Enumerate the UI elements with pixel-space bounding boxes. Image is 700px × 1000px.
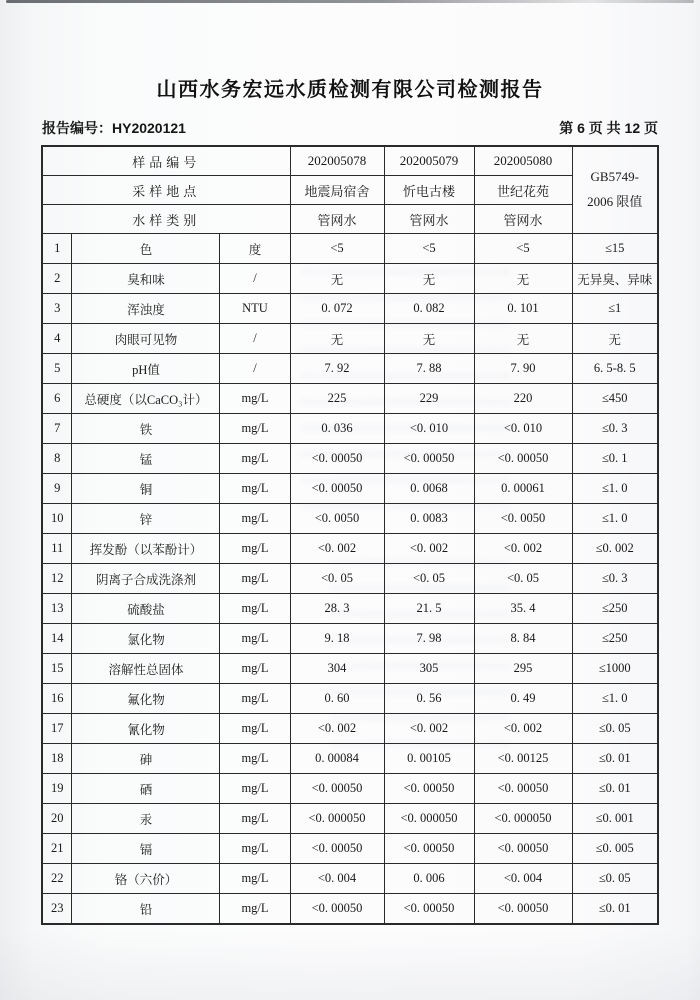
parameter-unit: mg/L (220, 834, 290, 864)
sample3-value: 220 (474, 384, 572, 414)
sample-id-label: 样品编号 (42, 146, 290, 176)
sample3-value: <0. 05 (474, 564, 572, 594)
header-row-water-type (42, 205, 658, 234)
limit-value: ≤0. 01 (572, 774, 658, 804)
sample2-value: <0. 00050 (384, 774, 474, 804)
header-row-sample-id (42, 146, 658, 176)
parameter-name: 锰 (72, 444, 220, 474)
table-row (42, 774, 658, 804)
report-number-label: 报告编号： (42, 120, 112, 136)
sample2-value: 7. 88 (384, 354, 474, 384)
row-number: 14 (42, 624, 72, 654)
parameter-name: 镉 (72, 834, 220, 864)
sample3-value: <0. 0050 (474, 504, 572, 534)
sample-id-2: 202005079 (384, 146, 474, 176)
sample1-value: 无 (290, 324, 384, 354)
row-number: 19 (42, 774, 72, 804)
sample3-value: <5 (474, 234, 572, 264)
sample1-value: <0. 000050 (290, 804, 384, 834)
parameter-name: 砷 (72, 744, 220, 774)
parameter-unit: NTU (220, 294, 290, 324)
sample3-value: <0. 00050 (474, 834, 572, 864)
sample3-value: 0. 00061 (474, 474, 572, 504)
row-number: 23 (42, 894, 72, 925)
parameter-name: 浑浊度 (72, 294, 220, 324)
row-number: 1 (42, 234, 72, 264)
sample3-value: <0. 010 (474, 414, 572, 444)
sample3-value: <0. 002 (474, 534, 572, 564)
sample1-value: <0. 05 (290, 564, 384, 594)
table-row (42, 324, 658, 354)
parameter-unit: mg/L (220, 624, 290, 654)
sample2-value: <0. 00050 (384, 894, 474, 925)
table-row (42, 504, 658, 534)
table-row (42, 534, 658, 564)
sample2-value: <0. 002 (384, 534, 474, 564)
limit-value: ≤1000 (572, 654, 658, 684)
parameter-unit: mg/L (220, 504, 290, 534)
parameter-unit: mg/L (220, 564, 290, 594)
sample3-value: 7. 90 (474, 354, 572, 384)
parameter-unit: mg/L (220, 384, 290, 414)
sample2-value: <0. 002 (384, 714, 474, 744)
parameter-unit: mg/L (220, 864, 290, 894)
row-number: 17 (42, 714, 72, 744)
sample1-value: <0. 004 (290, 864, 384, 894)
parameter-unit: mg/L (220, 684, 290, 714)
parameter-name: 氯化物 (72, 624, 220, 654)
limit-value: 无异臭、异味 (572, 264, 658, 294)
parameter-name: 臭和味 (72, 264, 220, 294)
limit-value: ≤1. 0 (572, 474, 658, 504)
sample2-value: 7. 98 (384, 624, 474, 654)
sample1-value: <0. 00050 (290, 894, 384, 925)
water-quality-table (41, 145, 659, 925)
report-title: 山西水务宏远水质检测有限公司检测报告 (156, 79, 544, 101)
parameter-name: 汞 (72, 804, 220, 834)
sample2-value: 无 (384, 264, 474, 294)
table-row (42, 264, 658, 294)
parameter-name: pH值 (72, 354, 220, 384)
table-row (42, 744, 658, 774)
table-row (42, 474, 658, 504)
table-row (42, 594, 658, 624)
limit-value: ≤250 (572, 594, 658, 624)
table-row (42, 624, 658, 654)
row-number: 18 (42, 744, 72, 774)
row-number: 7 (42, 414, 72, 444)
limit-value: ≤0. 001 (572, 804, 658, 834)
parameter-name: 溶解性总固体 (72, 654, 220, 684)
sample-id-1: 202005078 (290, 146, 384, 176)
parameter-name: 总硬度（以CaCO₃计） (72, 384, 220, 414)
parameter-unit: mg/L (220, 444, 290, 474)
limit-value: ≤0. 05 (572, 864, 658, 894)
report-meta-row (42, 118, 658, 138)
table-row (42, 654, 658, 684)
sample2-value: 305 (384, 654, 474, 684)
sample1-value: <0. 00050 (290, 444, 384, 474)
table-row (42, 684, 658, 714)
table-row (42, 354, 658, 384)
limit-value: ≤1. 0 (572, 504, 658, 534)
sample1-value: <0. 00050 (290, 774, 384, 804)
limit-value: ≤0. 005 (572, 834, 658, 864)
parameter-name: 铬（六价） (72, 864, 220, 894)
table-row (42, 564, 658, 594)
sample3-value: 295 (474, 654, 572, 684)
sample1-value: 7. 92 (290, 354, 384, 384)
parameter-unit: mg/L (220, 654, 290, 684)
row-number: 10 (42, 504, 72, 534)
parameter-name: 氟化物 (72, 684, 220, 714)
parameter-unit: mg/L (220, 594, 290, 624)
row-number: 4 (42, 324, 72, 354)
parameter-unit: / (220, 354, 290, 384)
water-type-3: 管网水 (474, 205, 572, 234)
row-number: 15 (42, 654, 72, 684)
water-type-2: 管网水 (384, 205, 474, 234)
parameter-name: 挥发酚（以苯酚计） (72, 534, 220, 564)
sample2-value: 21. 5 (384, 594, 474, 624)
limit-value: ≤0. 1 (572, 444, 658, 474)
location-2: 忻电古楼 (384, 176, 474, 205)
table-row (42, 294, 658, 324)
row-number: 6 (42, 384, 72, 414)
table-row (42, 834, 658, 864)
row-number: 2 (42, 264, 72, 294)
sample1-value: 28. 3 (290, 594, 384, 624)
sample3-value: 0. 101 (474, 294, 572, 324)
limit-value: ≤1 (572, 294, 658, 324)
sample3-value: 35. 4 (474, 594, 572, 624)
table-row (42, 234, 658, 264)
parameter-unit: mg/L (220, 474, 290, 504)
sample2-value: 0. 00105 (384, 744, 474, 774)
limit-value: ≤1. 0 (572, 684, 658, 714)
sample2-value: <0. 05 (384, 564, 474, 594)
limit-header-line1: GB5749- (590, 169, 639, 185)
parameter-name: 氰化物 (72, 714, 220, 744)
sample2-value: <0. 00050 (384, 444, 474, 474)
sample2-value: 0. 0068 (384, 474, 474, 504)
parameter-unit: mg/L (220, 414, 290, 444)
sample1-value: <0. 002 (290, 714, 384, 744)
sample3-value: <0. 00050 (474, 894, 572, 925)
parameter-unit: mg/L (220, 804, 290, 834)
parameter-unit: mg/L (220, 774, 290, 804)
sample2-value: 0. 56 (384, 684, 474, 714)
row-number: 22 (42, 864, 72, 894)
limit-value: ≤0. 3 (572, 414, 658, 444)
parameter-unit: mg/L (220, 714, 290, 744)
row-number: 13 (42, 594, 72, 624)
sample1-value: <0. 00050 (290, 834, 384, 864)
table-row (42, 894, 658, 925)
limit-header-line2: 2006 限值 (587, 194, 643, 209)
parameter-unit: / (220, 264, 290, 294)
sample2-value: 229 (384, 384, 474, 414)
parameter-name: 硫酸盐 (72, 594, 220, 624)
sample1-value: 0. 60 (290, 684, 384, 714)
sample1-value: 225 (290, 384, 384, 414)
parameter-name: 铅 (72, 894, 220, 925)
row-number: 20 (42, 804, 72, 834)
sample1-value: 0. 036 (290, 414, 384, 444)
row-number: 3 (42, 294, 72, 324)
table-row (42, 864, 658, 894)
row-number: 8 (42, 444, 72, 474)
water-type-1: 管网水 (290, 205, 384, 234)
sample3-value: <0. 00050 (474, 444, 572, 474)
parameter-unit: mg/L (220, 534, 290, 564)
limit-value: ≤0. 01 (572, 744, 658, 774)
sample1-value: <0. 002 (290, 534, 384, 564)
sample1-value: 9. 18 (290, 624, 384, 654)
limit-value: ≤450 (572, 384, 658, 414)
parameter-name: 肉眼可见物 (72, 324, 220, 354)
sample2-value: 0. 0083 (384, 504, 474, 534)
parameter-name: 阴离子合成洗涤剂 (72, 564, 220, 594)
row-number: 9 (42, 474, 72, 504)
parameter-unit: mg/L (220, 894, 290, 925)
sample3-value: <0. 002 (474, 714, 572, 744)
row-number: 11 (42, 534, 72, 564)
parameter-name: 铁 (72, 414, 220, 444)
parameter-unit: / (220, 324, 290, 354)
sample1-value: 0. 072 (290, 294, 384, 324)
sample2-value: 无 (384, 324, 474, 354)
sample3-value: <0. 00050 (474, 774, 572, 804)
sample1-value: 304 (290, 654, 384, 684)
sample1-value: <0. 00050 (290, 474, 384, 504)
row-number: 12 (42, 564, 72, 594)
parameter-rows (42, 234, 658, 925)
sample1-value: 无 (290, 264, 384, 294)
table-row (42, 444, 658, 474)
table-row (42, 714, 658, 744)
row-number: 21 (42, 834, 72, 864)
sample3-value: <0. 004 (474, 864, 572, 894)
limit-value: ≤15 (572, 234, 658, 264)
parameter-unit: mg/L (220, 744, 290, 774)
limit-value: ≤0. 002 (572, 534, 658, 564)
location-3: 世纪花苑 (474, 176, 572, 205)
water-type-label: 水样类别 (42, 205, 290, 234)
sample3-value: <0. 000050 (474, 804, 572, 834)
report-number-value: HY2020121 (112, 120, 186, 136)
sample3-value: 无 (474, 264, 572, 294)
parameter-name: 锌 (72, 504, 220, 534)
limit-value: 6. 5-8. 5 (572, 354, 658, 384)
sample1-value: <0. 0050 (290, 504, 384, 534)
parameter-name: 硒 (72, 774, 220, 804)
parameter-unit: 度 (220, 234, 290, 264)
table-row (42, 414, 658, 444)
sample3-value: 无 (474, 324, 572, 354)
row-number: 16 (42, 684, 72, 714)
sample3-value: 8. 84 (474, 624, 572, 654)
page-indicator: 第 6 页 共 12 页 (559, 120, 658, 136)
sample2-value: <0. 010 (384, 414, 474, 444)
row-number: 5 (42, 354, 72, 384)
sample-id-3: 202005080 (474, 146, 572, 176)
sample2-value: <0. 00050 (384, 834, 474, 864)
sample2-value: <5 (384, 234, 474, 264)
location-label: 采样地点 (42, 176, 290, 205)
location-1: 地震局宿舍 (290, 176, 384, 205)
parameter-name: 铜 (72, 474, 220, 504)
limit-value: 无 (572, 324, 658, 354)
limit-value: ≤250 (572, 624, 658, 654)
limit-value: ≤0. 05 (572, 714, 658, 744)
sample2-value: 0. 006 (384, 864, 474, 894)
sample2-value: 0. 082 (384, 294, 474, 324)
header-row-location (42, 176, 658, 205)
parameter-name: 色 (72, 234, 220, 264)
report-number (42, 118, 186, 138)
sample3-value: 0. 49 (474, 684, 572, 714)
limit-value: ≤0. 3 (572, 564, 658, 594)
sample1-value: 0. 00084 (290, 744, 384, 774)
limit-column-header (572, 146, 658, 234)
table-row (42, 804, 658, 834)
table-row (42, 384, 658, 414)
sample2-value: <0. 000050 (384, 804, 474, 834)
scan-artifact-top-edge (6, 0, 694, 3)
sample3-value: <0. 00125 (474, 744, 572, 774)
sample1-value: <5 (290, 234, 384, 264)
limit-value: ≤0. 01 (572, 894, 658, 925)
